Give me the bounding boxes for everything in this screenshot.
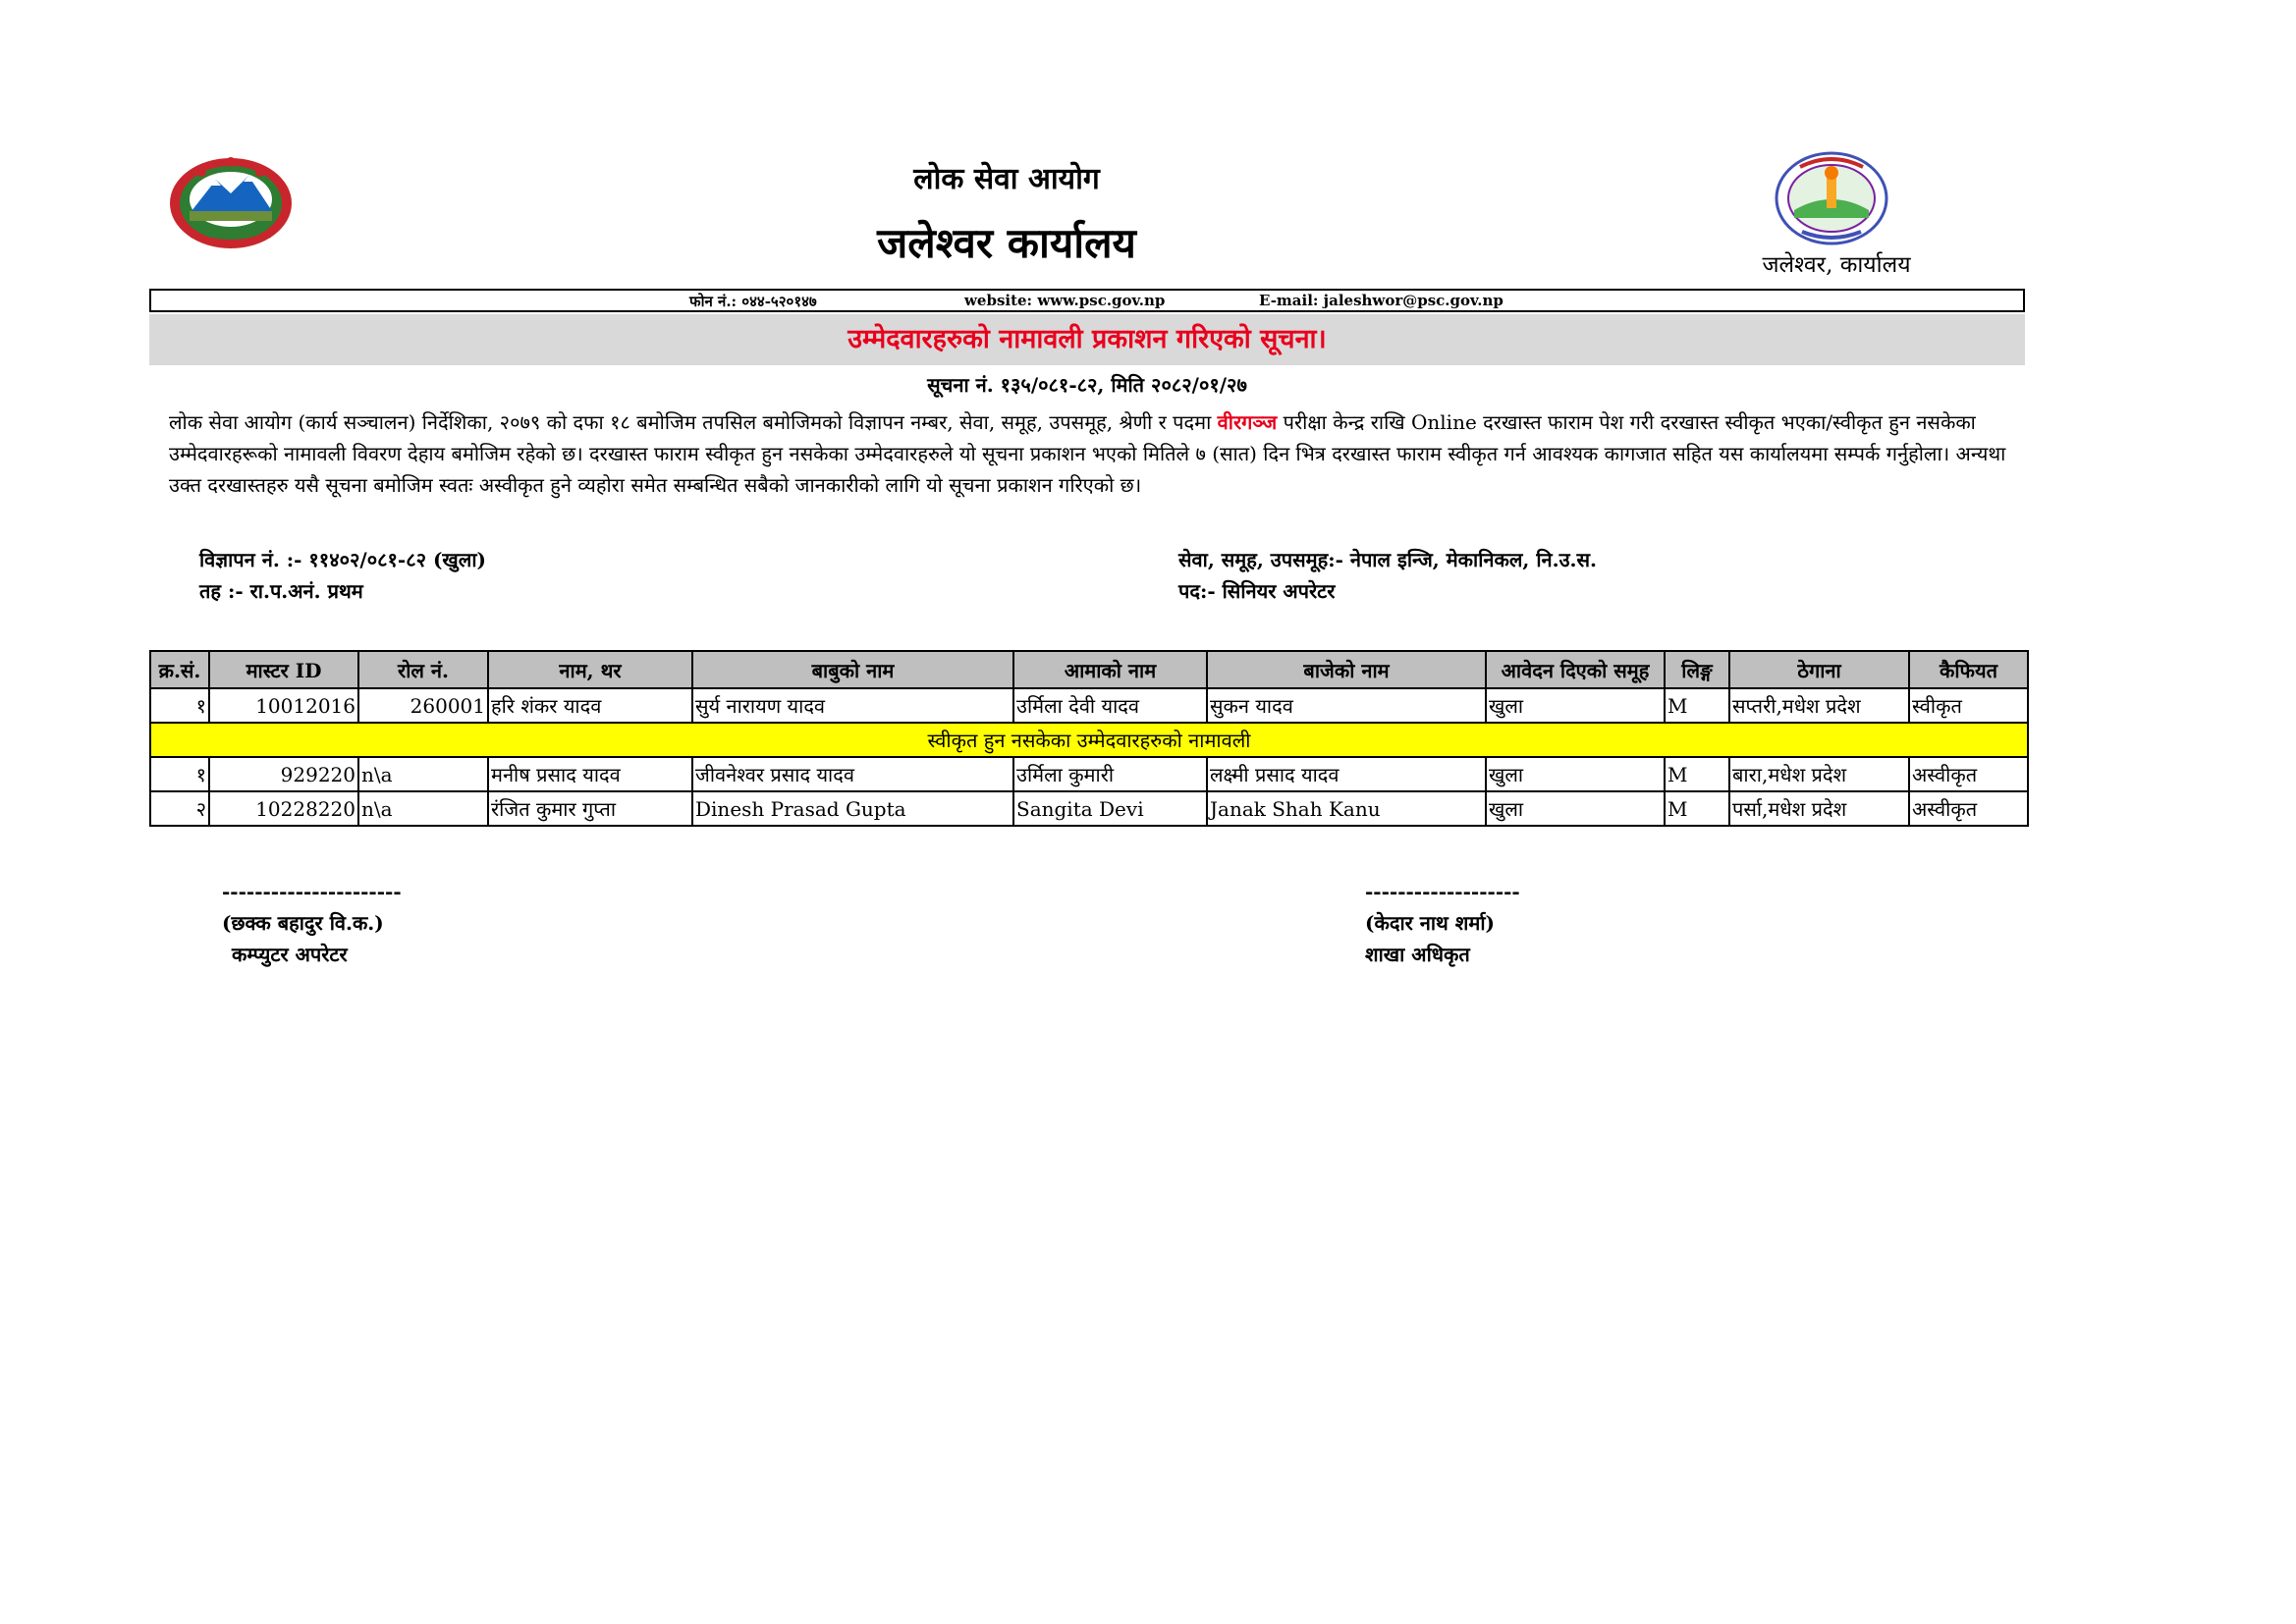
paragraph-text-2: परीक्षा केन्द्र राखि Online दरखास्त फाराम पेश गरी दरखास्त स्वीकृत भएका/स्वीकृत हुन नसकेका उम्मेदवारहरूको नामावली विवरण देहाय बमोजिम रहेको छ। दरखास्त फाराम स्वीकृत हुन नसकेका उम्मेदवारहरुले यो सूचना प्रकाशन भएको मितिले ७ (सात) दिन भित्र दरखास्त फाराम स्वीकृत गर्न आवश्यक कागजात सहित यस कार्यालयमा सम्पर्क गर्नुहोला। अन्यथा उक्त दरखास्तहरु यसै सूचना बमोजिम स्वतः अस्वीकृत हुने व्यहोरा समेत सम्बन्धित सबैको जानकारीको लागि यो सूचना प्रकाशन गरिएको छ। [169,410,2006,497]
signature-line-operator: ---------------------- [222,880,402,903]
cell-serial: १ [150,757,209,791]
signatory-name-operator: (छक्क बहादुर वि.क.) [222,911,384,935]
cell-grandfather-name: Janak Shah Kanu [1207,791,1486,826]
col-header-address: ठेगाना [1729,651,1909,688]
cell-grandfather-name: लक्ष्मी प्रसाद यादव [1207,757,1486,791]
rejected-section-row [150,723,2028,757]
organization-name: लोक सेवा आयोग [913,162,1100,196]
advertisement-number: विज्ञापन नं. :- ११४०२/०८१-८२ (खुला) [199,548,486,571]
cell-gender: M [1665,757,1729,791]
notice-heading: उम्मेदवारहरुको नामावली प्रकाशन गरिएको सूचना। [149,314,2025,365]
table-row [150,791,2028,826]
cell-serial: २ [150,791,209,826]
rejected-section-title: स्वीकृत हुन नसकेका उम्मेदवारहरुको नामावली [150,723,2028,757]
table-row [150,688,2028,723]
cell-name: मनीष प्रसाद यादव [488,757,692,791]
table-header-row [150,651,2028,688]
cell-name: रंजित कुमार गुप्ता [488,791,692,826]
cell-address: पर्सा,मधेश प्रदेश [1729,791,1909,826]
cell-group: खुला [1486,791,1665,826]
cell-remarks: अस्वीकृत [1909,757,2028,791]
cell-master-id: 10228220 [209,791,358,826]
notice-paragraph [169,406,2015,501]
contact-phone: फोन नं.: ०४४-५२०१४७ [689,293,817,310]
cell-roll-no: n\a [358,791,488,826]
col-header-roll-no: रोल नं. [358,651,488,688]
signatory-title-officer: शाखा अधिकृत [1365,943,1470,966]
col-header-serial: क्र.सं. [150,651,209,688]
cell-remarks: अस्वीकृत [1909,791,2028,826]
cell-remarks: स्वीकृत [1909,688,2028,723]
cell-group: खुला [1486,757,1665,791]
contact-bar [149,289,2025,312]
contact-email: E-mail: jaleshwor@psc.gov.np [1259,292,1503,309]
cell-father-name: सुर्य नारायण यादव [692,688,1013,723]
col-header-remarks: कैफियत [1909,651,2028,688]
col-header-master-id: मास्टर ID [209,651,358,688]
col-header-name: नाम, थर [488,651,692,688]
exam-center-name: वीरगञ्ज [1217,410,1278,434]
post-info: पद:- सिनियर अपरेटर [1178,579,1336,603]
signatory-title-operator: कम्प्युटर अपरेटर [232,943,348,966]
table-row [150,757,2028,791]
cell-serial: १ [150,688,209,723]
cell-master-id: 929220 [209,757,358,791]
candidate-table [149,650,2029,827]
cell-mother-name: Sangita Devi [1013,791,1207,826]
signatory-name-officer: (केदार नाथ शर्मा) [1365,911,1495,935]
cell-address: बारा,मधेश प्रदेश [1729,757,1909,791]
level-info: तह :- रा.प.अनं. प्रथम [199,579,363,603]
cell-gender: M [1665,688,1729,723]
notice-reference: सूचना नं. १३५/०८१-८२, मिति २०८२/०१/२७ [927,373,1247,397]
paragraph-text-1: लोक सेवा आयोग (कार्य सञ्चालन) निर्देशिका, २०७९ को दफा १८ बमोजिम तपसिल बमोजिमको विज्ञापन नम्बर, सेवा, समूह, उपसमूह, श्रेणी र पदमा [169,410,1218,434]
cell-name: हरि शंकर यादव [488,688,692,723]
signature-line-officer: ------------------- [1365,880,1520,903]
col-header-group: आवेदन दिएको समूह [1486,651,1665,688]
col-header-mother-name: आमाको नाम [1013,651,1207,688]
office-name: जलेश्वर कार्यालय [877,219,1136,267]
cell-roll-no: 260001 [358,688,488,723]
service-group-info: सेवा, समूह, उपसमूह:- नेपाल इन्जि, मेकानिकल, नि.उ.स. [1178,548,1598,571]
col-header-grandfather-name: बाजेको नाम [1207,651,1486,688]
cell-address: सप्तरी,मधेश प्रदेश [1729,688,1909,723]
cell-group: खुला [1486,688,1665,723]
contact-website: website: www.psc.gov.np [964,292,1166,309]
cell-mother-name: उर्मिला कुमारी [1013,757,1207,791]
cell-father-name: जीवनेश्वर प्रसाद यादव [692,757,1013,791]
cell-father-name: Dinesh Prasad Gupta [692,791,1013,826]
cell-master-id: 10012016 [209,688,358,723]
cell-roll-no: n\a [358,757,488,791]
cell-mother-name: उर्मिला देवी यादव [1013,688,1207,723]
office-caption: जलेश्वर, कार्यालय [1762,252,1911,278]
col-header-gender: लिङ्ग [1665,651,1729,688]
cell-grandfather-name: सुकन यादव [1207,688,1486,723]
col-header-father-name: बाबुको नाम [692,651,1013,688]
cell-gender: M [1665,791,1729,826]
